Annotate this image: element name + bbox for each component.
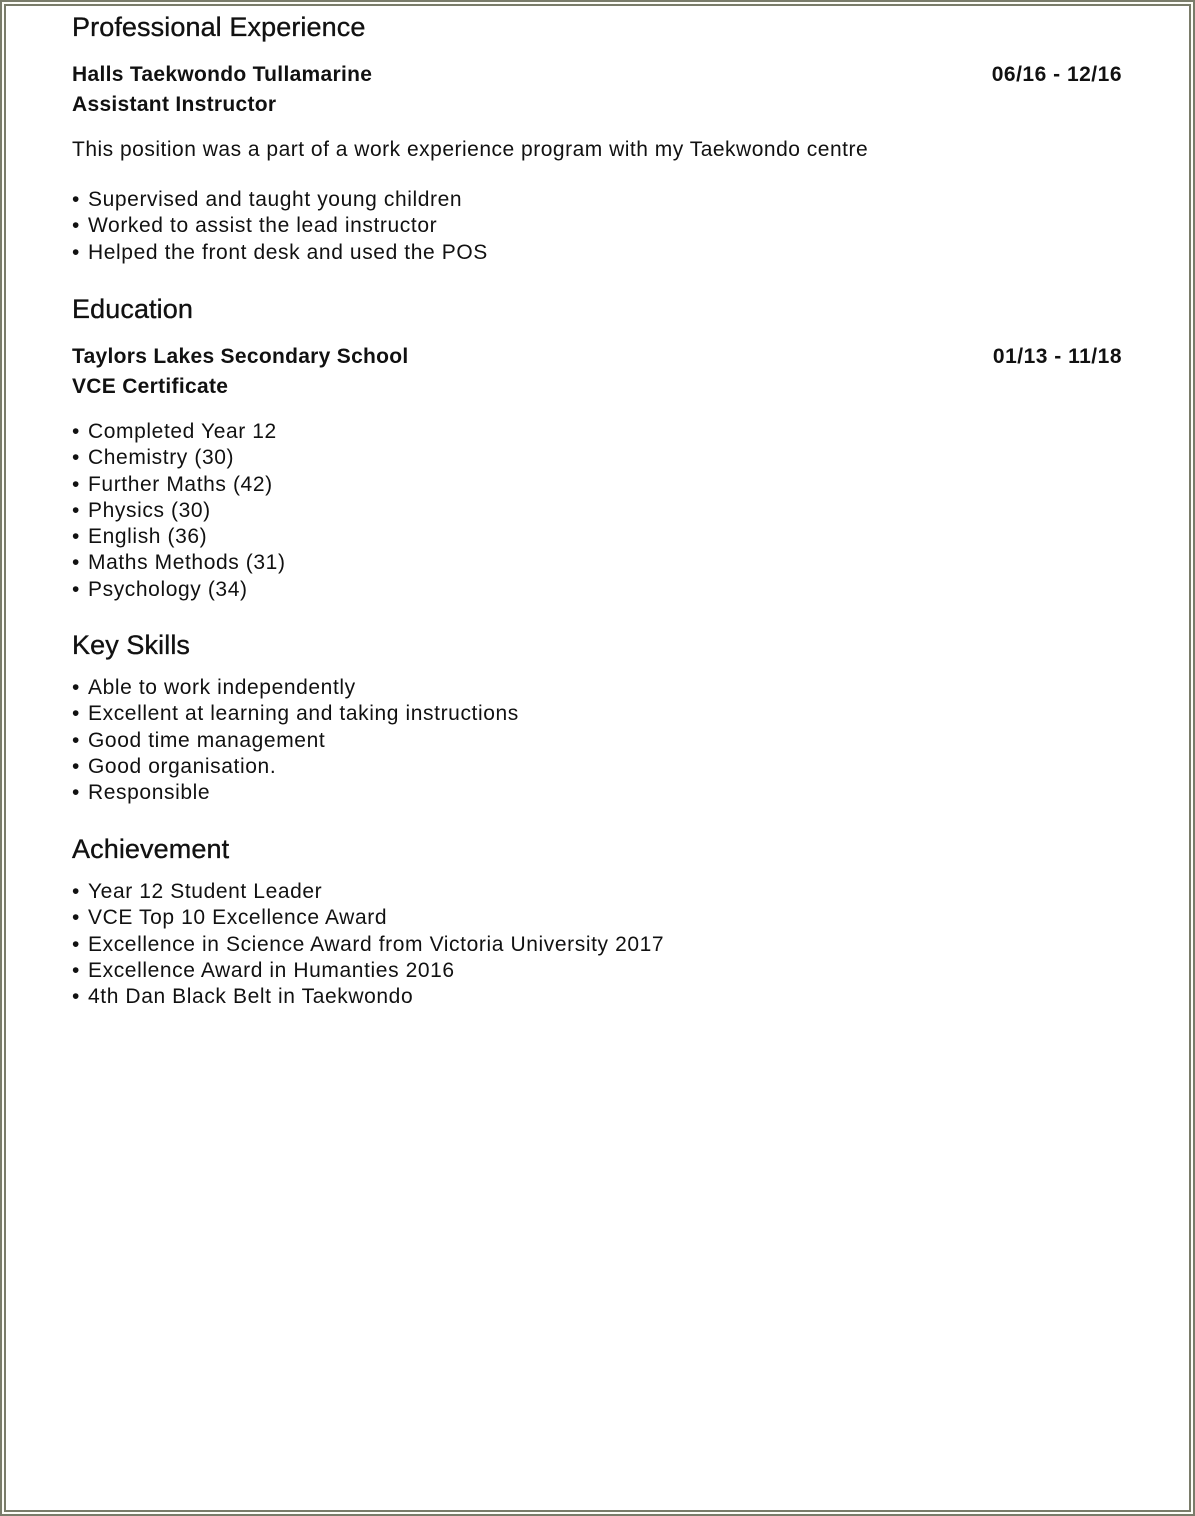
- bullet-icon: •: [72, 906, 80, 930]
- experience-role: Assistant Instructor: [72, 93, 277, 116]
- bullet-icon: •: [72, 880, 80, 903]
- bullet-icon: •: [72, 446, 80, 470]
- list-item: • Physics (30): [72, 498, 286, 524]
- education-dates: 01/13 - 11/18: [992, 345, 1122, 368]
- bullet-icon: •: [72, 932, 80, 956]
- bullet-icon: •: [72, 240, 80, 264]
- list-item: • Able to work independently: [72, 675, 519, 701]
- list-item: • Completed Year 12: [72, 419, 286, 445]
- bullet-icon: •: [72, 214, 80, 238]
- education-entry-header: [72, 345, 1122, 369]
- list-item: • Good organisation.: [72, 754, 519, 780]
- experience-entry-header: [72, 63, 1122, 87]
- experience-bullet-list: [72, 187, 488, 266]
- list-item: • Maths Methods (31): [72, 550, 286, 576]
- list-item: • Excellence in Science Award from Victoria University 2017: [72, 932, 664, 958]
- bullet-icon: •: [72, 525, 80, 549]
- bullet-icon: •: [72, 728, 80, 752]
- experience-organization: Halls Taekwondo Tullamarine: [72, 63, 373, 86]
- bullet-icon: •: [72, 188, 80, 211]
- education-role: VCE Certificate: [72, 375, 229, 398]
- list-item: • Chemistry (30): [72, 445, 286, 471]
- education-organization: Taylors Lakes Secondary School: [72, 345, 409, 368]
- list-item: • Helped the front desk and used the POS: [72, 240, 488, 266]
- list-item: • Good time management: [72, 728, 519, 754]
- list-item: • English (36): [72, 524, 286, 550]
- bullet-icon: •: [72, 577, 80, 601]
- list-item: • Excellence Award in Humanties 2016: [72, 958, 664, 984]
- list-item: • VCE Top 10 Excellence Award: [72, 905, 664, 931]
- list-item: • Year 12 Student Leader: [72, 879, 664, 905]
- skills-bullet-list: [72, 675, 519, 806]
- list-item: • 4th Dan Black Belt in Taekwondo: [72, 984, 664, 1010]
- list-item: • Responsible: [72, 780, 519, 806]
- experience-dates: 06/16 - 12/16: [991, 63, 1122, 86]
- bullet-icon: •: [72, 472, 80, 496]
- list-item: • Worked to assist the lead instructor: [72, 213, 488, 239]
- education-bullet-list: [72, 419, 286, 603]
- section-title-skills: Key Skills: [72, 630, 191, 660]
- list-item: • Excellent at learning and taking instructions: [72, 701, 519, 727]
- bullet-icon: •: [72, 551, 80, 575]
- bullet-icon: •: [72, 781, 80, 805]
- section-title-education: Education: [72, 294, 193, 324]
- bullet-icon: •: [72, 754, 80, 778]
- bullet-icon: •: [72, 958, 80, 982]
- achievement-bullet-list: [72, 879, 664, 1010]
- list-item: • Psychology (34): [72, 577, 286, 603]
- bullet-icon: •: [72, 676, 80, 699]
- list-item: • Supervised and taught young children: [72, 187, 488, 213]
- section-title-achievement: Achievement: [72, 834, 230, 864]
- section-title-experience: Professional Experience: [72, 12, 366, 42]
- bullet-icon: •: [72, 498, 80, 522]
- bullet-icon: •: [72, 420, 80, 443]
- bullet-icon: •: [72, 702, 80, 726]
- list-item: • Further Maths (42): [72, 472, 286, 498]
- experience-description: This position was a part of a work experience program with my Taekwondo centre: [72, 138, 869, 161]
- bullet-icon: •: [72, 985, 80, 1009]
